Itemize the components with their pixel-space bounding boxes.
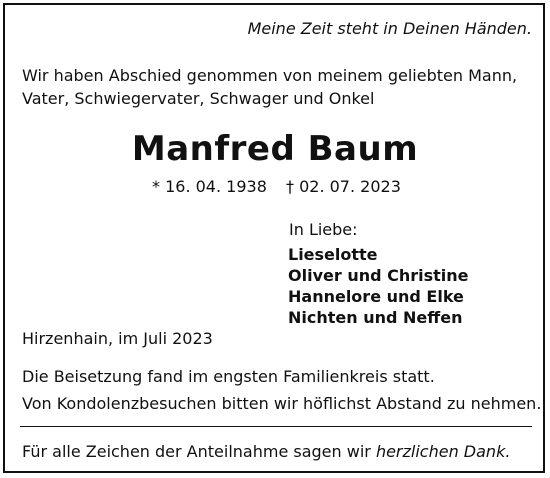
- intro-line-1: Wir haben Abschied genommen von meinem geliebten Mann,: [22, 66, 518, 85]
- intro-line-2: Vater, Schwiegervater, Schwager und Onkel: [22, 89, 375, 108]
- mourner-name: Oliver und Christine: [288, 266, 469, 285]
- mourner-name: Lieselotte: [288, 245, 378, 264]
- burial-notice: Die Beisetzung fand im engsten Familienkreis statt.: [22, 367, 435, 386]
- condolence-notice: Von Kondolenzbesuchen bitten wir höflichst Abstand zu nehmen.: [22, 394, 542, 413]
- death-date: † 02. 07. 2023: [286, 177, 401, 196]
- place-date: Hirzenhain, im Juli 2023: [22, 329, 213, 348]
- mourner-name: Hannelore und Elke: [288, 287, 464, 306]
- motto: Meine Zeit steht in Deinen Händen.: [247, 19, 532, 38]
- birth-date: * 16. 04. 1938: [152, 177, 267, 196]
- mourner-name: Nichten und Neffen: [288, 308, 463, 327]
- thanks-line: [22, 444, 510, 460]
- divider: [20, 426, 532, 427]
- thanks-prefix: Für alle Zeichen der Anteilnahme sagen wir: [22, 442, 376, 461]
- mourners-heading: In Liebe:: [289, 220, 358, 239]
- thanks-emphasis: herzlichen Dank.: [375, 442, 511, 461]
- intro-text: [22, 64, 522, 110]
- deceased-name: Manfred Baum: [131, 129, 419, 169]
- mourners-list: [288, 244, 469, 328]
